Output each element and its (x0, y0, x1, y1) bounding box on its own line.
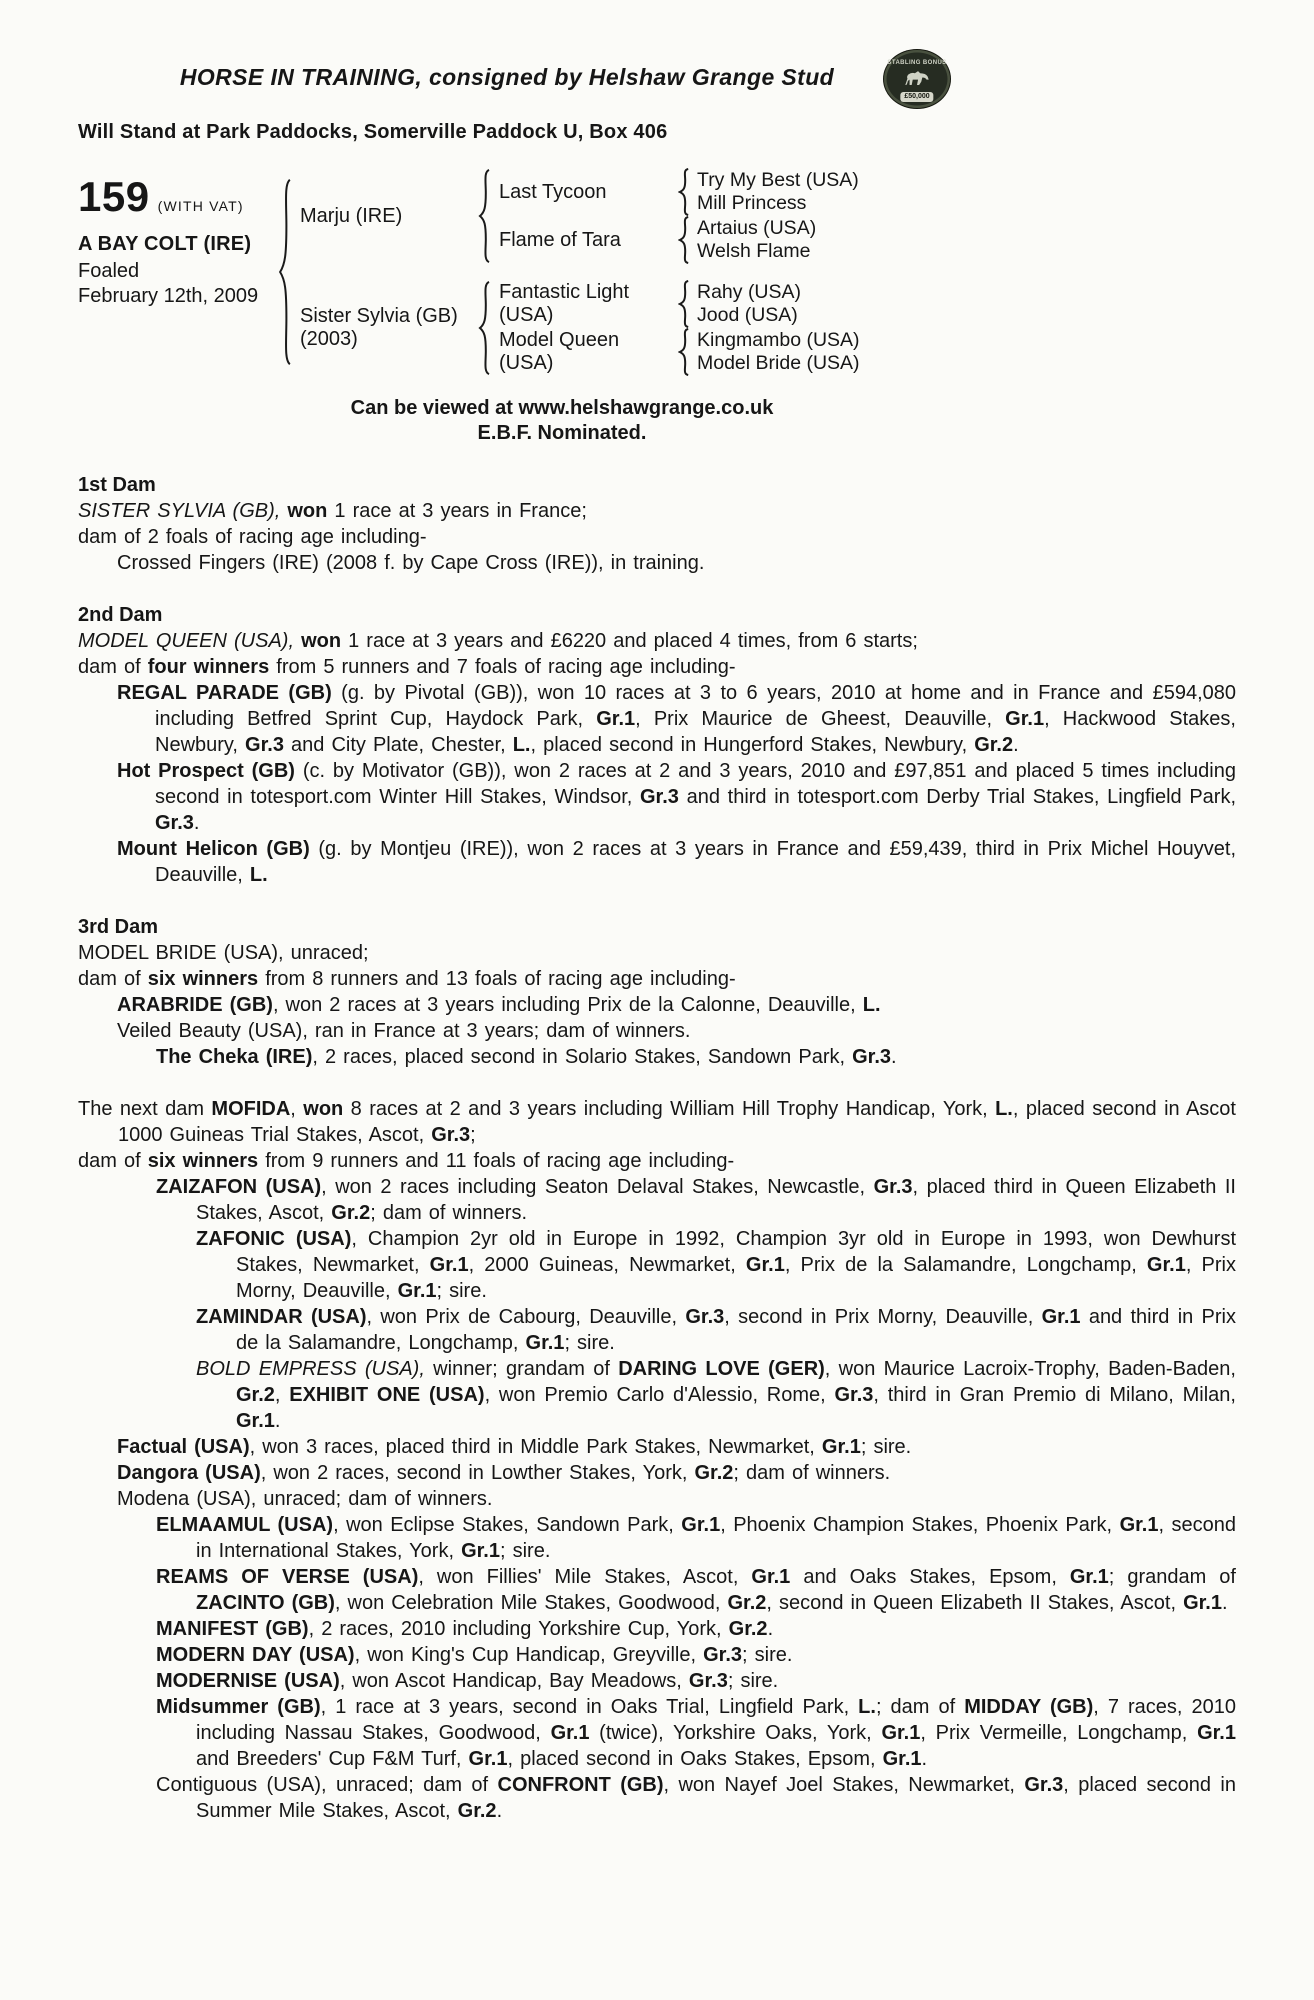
text-segment: , 2000 Guineas, Newmarket, (468, 1254, 746, 1276)
text-segment: BOLD EMPRESS (USA), (196, 1358, 425, 1380)
text-segment: ; sire. (860, 1436, 912, 1458)
dam-section (78, 602, 1236, 888)
text-segment: ; sire. (436, 1280, 487, 1302)
text-segment: won (301, 630, 342, 652)
text-segment: Gr.2 (727, 1592, 767, 1614)
text-segment: Gr.3 (834, 1384, 874, 1406)
second-dam-name: Model Queen (USA) (499, 329, 620, 374)
text-segment: L. (858, 1696, 876, 1718)
dam-section (78, 1096, 1236, 1824)
text-segment: and Breeders' Cup F&M Turf, (196, 1748, 469, 1770)
pedigree-paragraph (117, 992, 1236, 1018)
great-granddam-name: Model Bride (USA) (697, 352, 860, 374)
text-segment: ELMAAMUL (USA) (156, 1514, 334, 1536)
text-segment: DARING LOVE (GER) (618, 1358, 825, 1380)
foaled-label: Foaled (78, 260, 140, 282)
text-segment: (g. by Pivotal (GB)), won 10 races at 3 to 6 years, 2010 at home and in France and £594,080 including Betfred Sprint Cup, Haydock Park, (155, 682, 1237, 730)
text-segment: Gr.1 (1119, 1514, 1159, 1536)
text-segment: four winners (147, 656, 270, 678)
pedigree-paragraph (156, 1668, 1236, 1694)
text-segment: , Prix de la Salamandre, Longchamp, (784, 1254, 1147, 1276)
dam-heading: 2nd Dam (78, 604, 163, 626)
great-grandparents (697, 329, 860, 376)
damsire-branch (499, 280, 860, 328)
text-segment: , won Ascot Handicap, Bay Meadows, (339, 1670, 689, 1692)
dam-branch (300, 280, 860, 376)
great-granddam-name: Mill Princess (697, 192, 807, 214)
generation2-column (499, 168, 859, 264)
great-granddam-name: Jood (USA) (697, 304, 798, 326)
lot-pedigree-block (78, 168, 1236, 376)
text-segment: , (274, 1384, 290, 1406)
pedigree-paragraph (117, 1460, 1236, 1486)
text-segment: Gr.1 (550, 1722, 590, 1744)
text-segment: , Phoenix Champion Stakes, Phoenix Park, (720, 1514, 1120, 1536)
text-segment: Gr.1 (1069, 1566, 1109, 1588)
text-segment: Gr.1 (525, 1332, 565, 1354)
pedigree-paragraph (78, 940, 1236, 966)
text-segment: (twice), Yorkshire Oaks, York, (589, 1722, 882, 1744)
text-segment: . (1013, 734, 1019, 756)
pedigree-paragraph (117, 758, 1236, 836)
text-segment: , won 2 races including Seaton Delaval Stakes, Newcastle, (321, 1176, 874, 1198)
text-segment: Gr.3 (703, 1644, 743, 1666)
text-segment: Gr.3 (1024, 1774, 1064, 1796)
pedigree-paragraph (78, 1148, 1236, 1174)
text-segment: Crossed Fingers (IRE) (2008 f. by Cape Cross (IRE)), in training. (117, 552, 705, 574)
sire-name: Marju (IRE) (300, 204, 403, 227)
text-segment: Mount Helicon (GB) (117, 838, 310, 860)
text-segment: Gr.1 (882, 1748, 922, 1770)
text-segment: Veiled Beauty (USA), ran in France at 3 years; dam of winners. (117, 1020, 691, 1042)
text-segment: , Prix Morny, Deauville, (236, 1254, 1236, 1302)
text-segment: . (1221, 1592, 1228, 1614)
pedigree-paragraph (78, 524, 1236, 550)
page-title: HORSE IN TRAINING, consigned by Helshaw Grange Stud (179, 64, 835, 90)
text-segment: CONFRONT (GB) (497, 1774, 664, 1796)
text-segment: Gr.1 (397, 1280, 437, 1302)
text-segment: Gr.3 (685, 1306, 725, 1328)
pedigree-paragraph (78, 1096, 1236, 1148)
text-segment: (g. by Montjeu (IRE)), won 2 races at 3 years in France and £59,439, third in Prix Michel Houyvet, Deauville, (155, 838, 1237, 886)
text-segment: , won Prix de Cabourg, Deauville, (366, 1306, 686, 1328)
text-segment: The next dam (78, 1098, 212, 1120)
great-granddam-name: Welsh Flame (697, 240, 811, 262)
text-segment: dam of (78, 1150, 148, 1172)
pedigree-paragraph (78, 628, 1236, 654)
text-segment: Gr.1 (1041, 1306, 1081, 1328)
grandsire-name: Last Tycoon (499, 180, 607, 203)
brace-icon (478, 168, 491, 264)
text-segment: Hot Prospect (GB) (117, 760, 295, 782)
text-segment: Gr.1 (881, 1722, 921, 1744)
pedigree-paragraph (156, 1564, 1236, 1616)
text-segment: won (303, 1098, 344, 1120)
notices (78, 396, 1236, 446)
great-grandparents (697, 169, 859, 216)
lot-number: 159 (78, 173, 150, 220)
text-segment: , won 2 races, second in Lowther Stakes, York, (260, 1462, 695, 1484)
great-grandsire-name: Try My Best (USA) (697, 168, 859, 191)
text-segment: , placed second in Summer Mile Stakes, Ascot, (196, 1774, 1236, 1822)
text-segment: ; grandam of (1108, 1566, 1236, 1588)
text-segment: Gr.2 (728, 1618, 768, 1640)
text-segment: ; dam of (875, 1696, 965, 1718)
text-segment: MODEL BRIDE (USA), unraced; (78, 942, 369, 964)
text-segment: and City Plate, Chester, (283, 734, 513, 756)
text-segment: L. (995, 1098, 1013, 1120)
pedigree-paragraph (156, 1044, 1236, 1070)
text-segment: SISTER SYLVIA (GB), (78, 500, 288, 522)
pedigree-paragraph (156, 1694, 1237, 1772)
ebf-nominated-line: E.B.F. Nominated. (477, 422, 647, 444)
brace-icon (278, 176, 292, 368)
text-segment: dam of 2 foals of racing age including- (78, 526, 427, 548)
great-grandparents (697, 281, 801, 328)
text-segment: , third in Gran Premio di Milano, Milan, (873, 1384, 1236, 1406)
vat-note: (WITH VAT) (157, 198, 244, 214)
text-segment: Gr.1 (1183, 1592, 1222, 1614)
text-segment: ; dam of winners. (733, 1462, 891, 1484)
generation2-column (499, 280, 860, 376)
text-segment: , 2 races, placed second in Solario Stakes, Sandown Park, (312, 1046, 853, 1068)
text-segment: , 2 races, 2010 including Yorkshire Cup, York, (308, 1618, 729, 1640)
text-segment: 1 race at 3 years in France; (327, 500, 587, 522)
dam-section (78, 914, 1236, 1070)
dam-heading: 1st Dam (78, 474, 156, 496)
great-grandparents (697, 217, 816, 264)
dam-name: Sister Sylvia (GB) (2003) (300, 305, 458, 350)
text-segment: ; (470, 1124, 476, 1146)
lot-info (78, 168, 276, 308)
text-segment: MODEL QUEEN (USA), (78, 630, 302, 652)
text-segment: dam of (78, 968, 148, 990)
text-segment: MIDDAY (GB) (964, 1696, 1094, 1718)
text-segment: ARABRIDE (GB) (117, 994, 273, 1016)
text-segment: Gr.1 (468, 1748, 508, 1770)
text-segment: Gr.1 (429, 1254, 469, 1276)
great-grandsire-name: Rahy (USA) (697, 280, 802, 303)
great-grandsire-name: Kingmambo (USA) (697, 328, 860, 351)
text-segment: ZAIZAFON (USA) (156, 1176, 322, 1198)
pedigree-paragraph (196, 1304, 1237, 1356)
text-segment: Gr.3 (852, 1046, 892, 1068)
text-segment: six winners (147, 1150, 259, 1172)
text-segment: , Prix Maurice de Gheest, Deauville, (635, 708, 1006, 730)
text-segment: ; sire. (564, 1332, 615, 1354)
lot-number-row (78, 173, 276, 220)
pedigree-paragraph (117, 836, 1237, 888)
granddam-name: Flame of Tara (499, 228, 621, 251)
text-segment: L. (512, 734, 531, 756)
text-segment: . (921, 1748, 928, 1770)
foaled-date: February 12th, 2009 (78, 285, 259, 307)
text-segment: , (290, 1098, 304, 1120)
text-segment: ; sire. (727, 1670, 779, 1692)
text-segment: Gr.1 (1005, 708, 1045, 730)
text-segment: from 5 runners and 7 foals of racing age including- (269, 656, 736, 678)
text-segment: , won 2 races at 3 years including Prix de la Calonne, Deauville, (272, 994, 863, 1016)
pedigree-paragraph (117, 1486, 1236, 1512)
badge-bottom-text: £50,000 (900, 92, 933, 102)
brace-icon (678, 328, 690, 376)
text-segment: , 1 race at 3 years, second in Oaks Trial, Lingfield Park, (320, 1696, 859, 1718)
text-segment: Gr.2 (331, 1202, 371, 1224)
text-segment: Gr.1 (1146, 1254, 1186, 1276)
text-segment: MODERNISE (USA) (156, 1670, 340, 1692)
pedigree-paragraph (156, 1174, 1236, 1226)
sire-branch (300, 168, 860, 264)
text-segment: Gr.2 (236, 1384, 275, 1406)
stabling-bonus-badge (884, 50, 950, 108)
text-segment: Gr.2 (974, 734, 1014, 756)
text-segment: REAMS OF VERSE (USA) (156, 1566, 419, 1588)
text-segment: won (287, 500, 328, 522)
text-segment: . (767, 1618, 774, 1640)
pedigree-paragraph (117, 1018, 1236, 1044)
pedigree-paragraph (156, 1772, 1236, 1824)
pedigree-paragraph (156, 1512, 1236, 1564)
text-segment: Gr.3 (873, 1176, 913, 1198)
text-segment: , won Celebration Mile Stakes, Goodwood, (334, 1592, 728, 1614)
pedigree-paragraph (78, 654, 1236, 680)
pedigree-paragraph (156, 1642, 1236, 1668)
second-dam-branch (499, 328, 860, 376)
text-segment: L. (862, 994, 881, 1016)
text-segment: , won Eclipse Stakes, Sandown Park, (333, 1514, 682, 1536)
generation1-column (300, 168, 860, 376)
text-segment: REGAL PARADE (GB) (117, 682, 332, 704)
text-segment: , won 3 races, placed third in Middle Park Stakes, Newmarket, (249, 1436, 822, 1458)
horse-silhouette-icon (903, 69, 931, 86)
text-segment: Gr.1 (596, 708, 636, 730)
text-segment: , 7 races, 2010 including Nassau Stakes, Goodwood, (196, 1696, 1237, 1744)
text-segment: Modena (USA), unraced; dam of winners. (117, 1488, 493, 1510)
pedigree-paragraph (117, 1434, 1236, 1460)
text-segment: Gr.2 (457, 1800, 497, 1822)
badge-top-text: STABLING BONUS (887, 60, 947, 66)
text-segment: Gr.1 (751, 1566, 791, 1588)
text-segment: ; sire. (499, 1540, 551, 1562)
text-segment: , won Premio Carlo d'Alessio, Rome, (484, 1384, 835, 1406)
text-segment: ZACINTO (GB) (196, 1592, 335, 1614)
dam-heading: 3rd Dam (78, 916, 159, 938)
pedigree-paragraph (78, 966, 1236, 992)
text-segment: 8 races at 2 and 3 years including William Hill Trophy Handicap, York, (343, 1098, 996, 1120)
text-segment: , Prix Vermeille, Longchamp, (920, 1722, 1198, 1744)
text-segment: , placed second in Hungerford Stakes, Newbury, (530, 734, 975, 756)
pedigree-table (276, 168, 860, 376)
text-segment: L. (249, 864, 268, 886)
text-segment: EXHIBIT ONE (USA) (289, 1384, 485, 1406)
text-segment: (c. by Motivator (GB)), won 2 races at 2 and 3 years, 2010 and £97,851 and placed 5 times including second in totesport.com Winter Hill Stakes, Windsor, (155, 760, 1236, 808)
text-segment: MOFIDA (211, 1098, 291, 1120)
text-segment: , Hackwood Stakes, Newbury, (155, 708, 1236, 756)
text-segment: and third in Prix de la Salamandre, Longchamp, (236, 1306, 1237, 1354)
text-segment: . (891, 1046, 897, 1068)
text-segment: , second in Prix Morny, Deauville, (724, 1306, 1042, 1328)
pedigree-paragraph (196, 1226, 1237, 1304)
text-segment: ; dam of winners. (370, 1202, 528, 1224)
stand-location-line: Will Stand at Park Paddocks, Somerville Paddock U, Box 406 (78, 121, 668, 143)
lot-description: A BAY COLT (IRE) (78, 233, 252, 255)
text-segment: The Cheka (IRE) (156, 1046, 313, 1068)
text-segment: Factual (USA) (117, 1436, 250, 1458)
brace-icon (678, 216, 690, 264)
text-segment: Gr.3 (155, 812, 194, 834)
text-segment: Gr.1 (821, 1436, 861, 1458)
dam-sections (78, 472, 1236, 1824)
pedigree-paragraph (117, 680, 1237, 758)
text-segment: Gr.1 (745, 1254, 785, 1276)
text-segment: , won King's Cup Handicap, Greyville, (354, 1644, 704, 1666)
pedigree-paragraph (156, 1616, 1236, 1642)
text-segment: , second in Queen Elizabeth II Stakes, Ascot, (766, 1592, 1184, 1614)
text-segment: Gr.3 (431, 1124, 471, 1146)
great-grandsire-name: Artaius (USA) (697, 216, 817, 239)
text-segment: Gr.2 (694, 1462, 734, 1484)
text-segment: and Oaks Stakes, Epsom, (790, 1566, 1070, 1588)
text-segment: Gr.3 (640, 786, 679, 808)
dam-section (78, 472, 1236, 576)
text-segment: 1 race at 3 years and £6220 and placed 4 times, from 6 starts; (341, 630, 918, 652)
text-segment: . (274, 1410, 281, 1432)
text-segment: ZAFONIC (USA) (196, 1228, 352, 1250)
text-segment: , won Fillies' Mile Stakes, Ascot, (418, 1566, 752, 1588)
text-segment: , Champion 2yr old in Europe in 1992, Champion 3yr old in Europe in 1993, won Dewhurst Stakes, Newmarket, (236, 1228, 1237, 1276)
text-segment: Midsummer (GB) (156, 1696, 321, 1718)
brace-icon (678, 280, 690, 328)
view-url-line: Can be viewed at www.helshawgrange.co.uk (350, 397, 774, 419)
text-segment: Gr.1 (236, 1410, 275, 1432)
text-segment: six winners (147, 968, 259, 990)
pedigree-paragraph (78, 498, 1236, 524)
text-segment: from 9 runners and 11 foals of racing age including- (258, 1150, 735, 1172)
brace-icon (678, 168, 690, 216)
text-segment: Dangora (USA) (117, 1462, 261, 1484)
granddam-branch (499, 216, 859, 264)
text-segment: , placed third in Queen Elizabeth II Stakes, Ascot, (196, 1176, 1236, 1224)
text-segment: Gr.1 (461, 1540, 500, 1562)
text-segment: dam of (78, 656, 148, 678)
pedigree-paragraph (117, 550, 1236, 576)
text-segment: , won Nayef Joel Stakes, Newmarket, (663, 1774, 1025, 1796)
text-segment: winner; grandam of (424, 1358, 619, 1380)
brace-icon (478, 280, 491, 376)
text-segment: ZAMINDAR (USA) (196, 1306, 367, 1328)
text-segment: Gr.3 (245, 734, 284, 756)
grandsire-branch (499, 168, 859, 216)
page-header (78, 60, 1236, 100)
text-segment: . (193, 812, 200, 834)
text-segment: , placed second in Oaks Stakes, Epsom, (507, 1748, 883, 1770)
text-segment: , second in International Stakes, York, (196, 1514, 1236, 1562)
text-segment: and third in totesport.com Derby Trial Stakes, Lingfield Park, (678, 786, 1236, 808)
text-segment: MODERN DAY (USA) (156, 1644, 355, 1666)
text-segment: ; sire. (742, 1644, 793, 1666)
text-segment: Contiguous (USA), unraced; dam of (156, 1774, 498, 1796)
text-segment: , won Maurice Lacroix-Trophy, Baden-Baden, (824, 1358, 1236, 1380)
text-segment: MANIFEST (GB) (156, 1618, 309, 1640)
text-segment: , placed second in Ascot 1000 Guineas Trial Stakes, Ascot, (118, 1098, 1236, 1146)
pedigree-paragraph (196, 1356, 1236, 1434)
text-segment: Gr.1 (681, 1514, 721, 1536)
text-segment: Gr.3 (688, 1670, 728, 1692)
text-segment: from 8 runners and 13 foals of racing age including- (258, 968, 736, 990)
text-segment: . (496, 1800, 503, 1822)
damsire-name: Fantastic Light (USA) (499, 281, 630, 326)
text-segment: Gr.1 (1197, 1722, 1236, 1744)
